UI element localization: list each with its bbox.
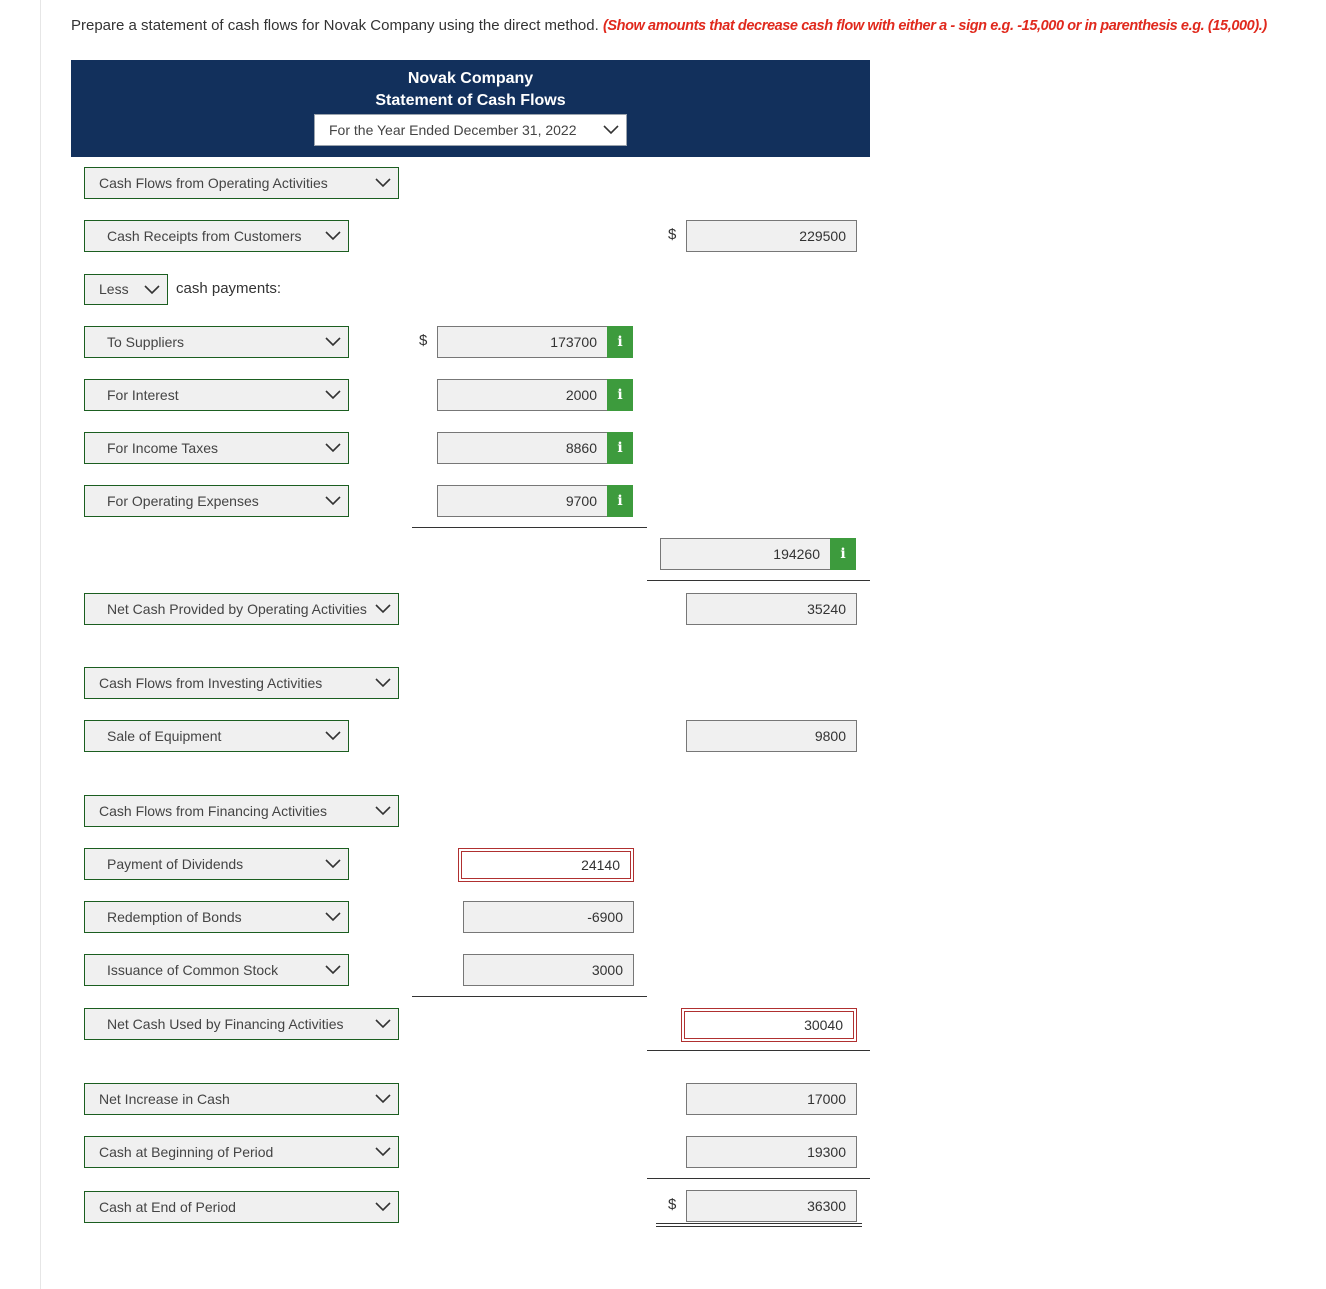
income-taxes-input[interactable]: 8860 [437, 432, 608, 464]
dividends-input[interactable]: 24140 [461, 851, 631, 879]
operating-expenses-input[interactable]: 9700 [437, 485, 608, 517]
cash-payments-label: cash payments: [176, 280, 282, 297]
common-stock-input[interactable]: 3000 [463, 954, 634, 986]
chevron-down-icon [375, 604, 391, 614]
double-rule-top [656, 1223, 862, 1224]
chevron-down-icon [325, 443, 341, 453]
interest-input[interactable]: 2000 [437, 379, 608, 411]
chevron-down-icon [603, 125, 619, 135]
common-stock-select[interactable]: Issuance of Common Stock [84, 954, 349, 986]
chevron-down-icon [375, 678, 391, 688]
financing-section-select[interactable]: Cash Flows from Financing Activities [84, 795, 399, 827]
net-financing-input[interactable]: 30040 [684, 1011, 854, 1039]
cash-receipts-select[interactable]: Cash Receipts from Customers [84, 220, 349, 252]
payments-total-input[interactable]: 194260 [660, 538, 831, 570]
company-name: Novak Company [407, 70, 534, 87]
dollar-sign: $ [668, 226, 677, 243]
info-icon[interactable]: i [830, 538, 856, 570]
subtotal-rule [412, 996, 647, 997]
income-taxes-select[interactable]: For Income Taxes [84, 432, 349, 464]
bonds-input[interactable]: -6900 [463, 901, 634, 933]
chevron-down-icon [375, 1202, 391, 1212]
info-icon[interactable]: i [607, 432, 633, 464]
chevron-down-icon [325, 390, 341, 400]
sale-of-equipment-input[interactable]: 9800 [686, 720, 857, 752]
suppliers-select[interactable]: To Suppliers [84, 326, 349, 358]
chevron-down-icon [375, 1094, 391, 1104]
cash-end-input[interactable]: 36300 [686, 1190, 857, 1222]
chevron-down-icon [325, 859, 341, 869]
operating-expenses-select[interactable]: For Operating Expenses [84, 485, 349, 517]
period-select[interactable]: For the Year Ended December 31, 2022 [314, 114, 627, 146]
instructions [71, 17, 1267, 34]
chevron-down-icon [325, 965, 341, 975]
dollar-sign: $ [419, 332, 428, 349]
chevron-down-icon [375, 178, 391, 188]
info-icon[interactable]: i [607, 379, 633, 411]
interest-select[interactable]: For Interest [84, 379, 349, 411]
chevron-down-icon [375, 806, 391, 816]
cash-beginning-select[interactable]: Cash at Beginning of Period [84, 1136, 399, 1168]
subtotal-rule [647, 580, 870, 581]
net-financing-select[interactable]: Net Cash Used by Financing Activities [84, 1008, 399, 1040]
subtotal-rule [647, 1178, 870, 1179]
net-increase-select[interactable]: Net Increase in Cash [84, 1083, 399, 1115]
cash-end-select[interactable]: Cash at End of Period [84, 1191, 399, 1223]
dividends-select[interactable]: Payment of Dividends [84, 848, 349, 880]
statement-title: Statement of Cash Flows [375, 92, 566, 109]
info-icon[interactable]: i [607, 485, 633, 517]
chevron-down-icon [144, 285, 160, 295]
net-increase-input[interactable]: 17000 [686, 1083, 857, 1115]
investing-section-select[interactable]: Cash Flows from Investing Activities [84, 667, 399, 699]
chevron-down-icon [375, 1019, 391, 1029]
left-margin-rule [40, 0, 41, 1289]
chevron-down-icon [325, 912, 341, 922]
cash-receipts-input[interactable]: 229500 [686, 220, 857, 252]
subtotal-rule [647, 1050, 870, 1051]
dollar-sign: $ [668, 1196, 677, 1213]
chevron-down-icon [325, 337, 341, 347]
less-select[interactable]: Less [84, 274, 168, 305]
suppliers-input[interactable]: 173700 [437, 326, 608, 358]
instructions-main: Prepare a statement of cash flows for Novak Company using the direct method. [71, 17, 603, 34]
instructions-note: (Show amounts that decrease cash flow with either a - sign e.g. -15,000 or in parenthesis e.g. (15,000).) [602, 18, 1267, 34]
chevron-down-icon [325, 731, 341, 741]
cash-beginning-input[interactable]: 19300 [686, 1136, 857, 1168]
subtotal-rule [412, 527, 647, 528]
chevron-down-icon [325, 496, 341, 506]
statement-header [71, 60, 870, 157]
double-rule-bottom [656, 1226, 862, 1227]
net-operating-input[interactable]: 35240 [686, 593, 857, 625]
sale-of-equipment-select[interactable]: Sale of Equipment [84, 720, 349, 752]
chevron-down-icon [375, 1147, 391, 1157]
chevron-down-icon [325, 231, 341, 241]
operating-section-select[interactable]: Cash Flows from Operating Activities [84, 167, 399, 199]
info-icon[interactable]: i [607, 326, 633, 358]
net-operating-select[interactable]: Net Cash Provided by Operating Activities [84, 593, 399, 625]
bonds-select[interactable]: Redemption of Bonds [84, 901, 349, 933]
